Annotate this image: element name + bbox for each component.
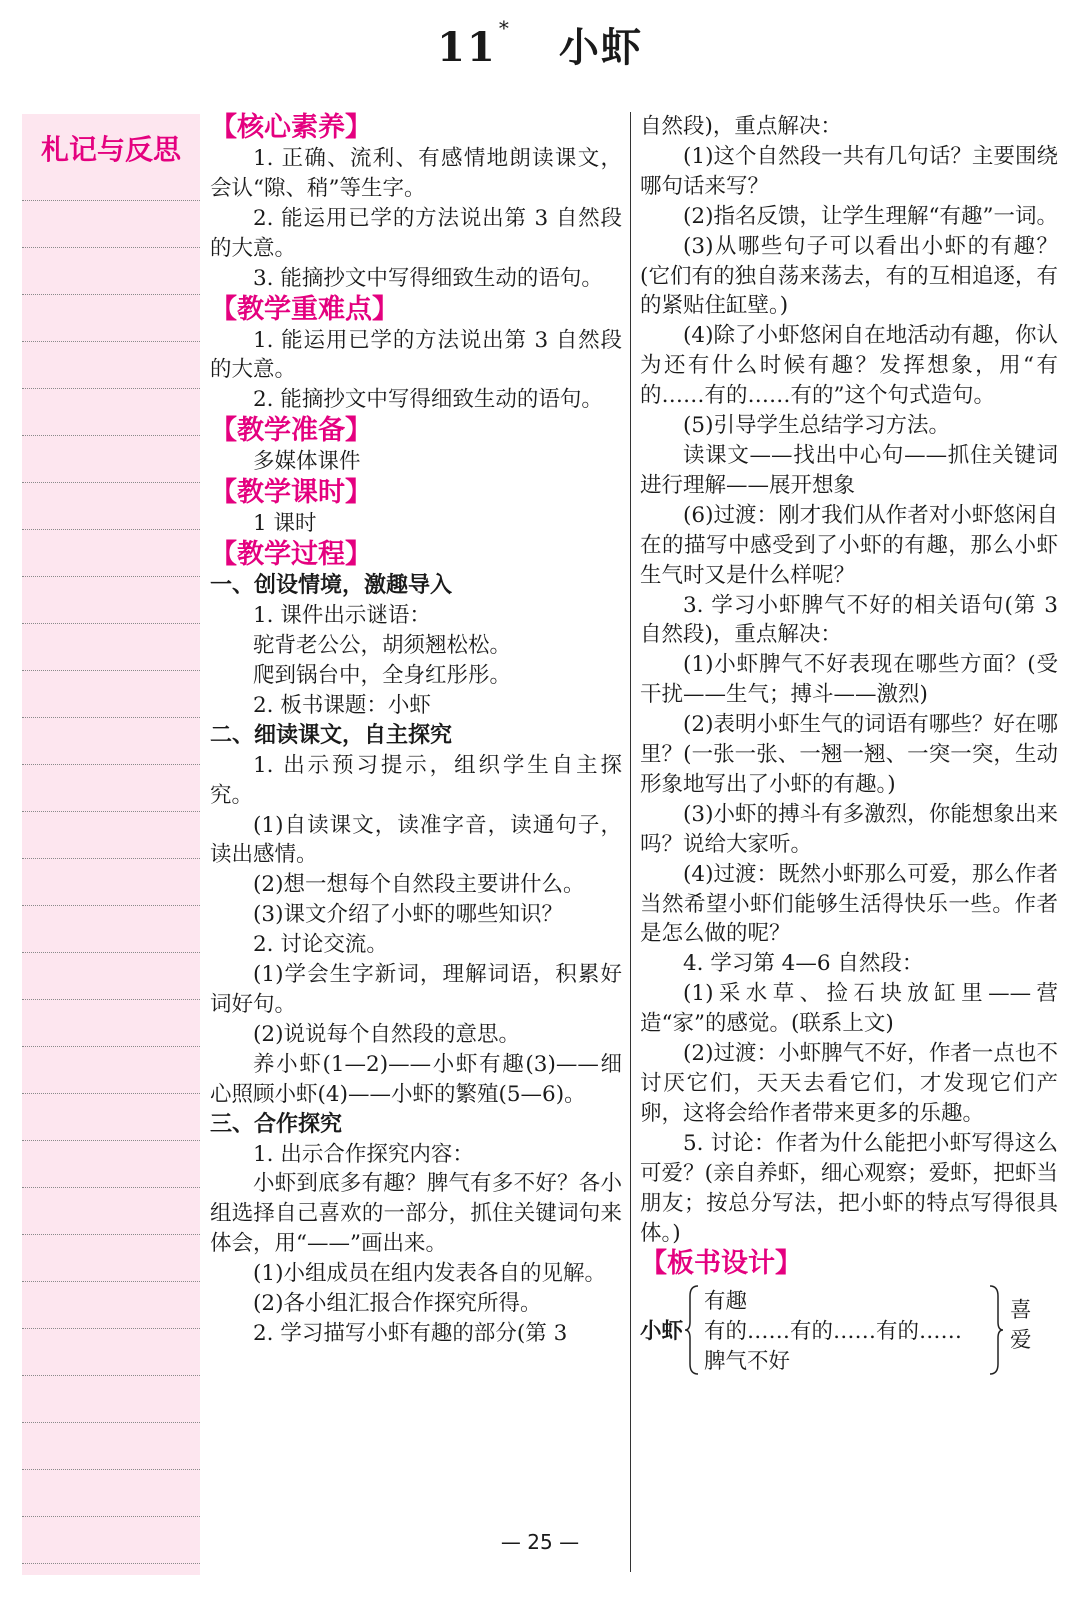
step-item: 1. 出示合作探究内容： — [253, 1141, 474, 1167]
sub-item: (1)小组成员在组内发表各自的见解。 — [253, 1261, 606, 1287]
paragraph: (1)采水草、捡石块放缸里——营造“家”的感觉。(联系上文) — [640, 981, 1058, 1037]
note-rule-line — [22, 1093, 200, 1094]
column-divider — [630, 112, 631, 1572]
note-rule-line — [22, 1140, 200, 1141]
left-column — [210, 112, 622, 1349]
section-heading-prep: 【教学准备】 — [210, 415, 372, 447]
sub-item: 小虾到底多有趣？脾气有多不好？各小组选择自己喜欢的一部分，抓住关键词句来体会，用“——”画出来。 — [210, 1171, 622, 1257]
paragraph: 自然段)，重点解决： — [640, 114, 842, 139]
lesson-number: 11 — [437, 24, 497, 71]
sub-item: 养小虾(1—2)——小虾有趣(3)——细心照顾小虾(4)——小虾的繁殖(5—6)。 — [210, 1051, 622, 1107]
key-item: 1. 能运用已学的方法说出第 3 自然段的大意。 — [210, 327, 622, 383]
note-rule-line — [22, 1328, 200, 1329]
paragraph: 4. 学习第 4—6 自然段： — [683, 951, 924, 977]
step-heading: 一、创设情境，激趣导入 — [210, 573, 453, 599]
note-rule-line — [22, 529, 200, 530]
core-item: 2. 能运用已学的方法说出第 3 自然段的大意。 — [210, 205, 622, 261]
note-rule-line — [22, 764, 200, 765]
riddle-line: 爬到锅台中，全身红彤彤。 — [253, 662, 512, 688]
paragraph: (3)从哪些句子可以看出小虾的有趣？(它们有的独自荡来荡去，有的互相追逐，有的紧贴住缸壁。) — [640, 233, 1058, 319]
note-rule-line — [22, 482, 200, 483]
section-heading-core: 【核心素养】 — [210, 112, 372, 143]
sub-item: (1)学会生字新词，理解词语，积累好词好句。 — [210, 962, 622, 1017]
paragraph: (4)除了小虾悠闲自在地活动有趣，你认为还有什么时候有趣？发挥想象，用“有的……有的……有的”这个句式造句。 — [640, 323, 1058, 409]
paragraph: 3. 学习小虾脾气不好的相关语句(第 3 自然段)，重点解决： — [640, 592, 1058, 648]
board-topic: 小虾 — [640, 1319, 684, 1345]
note-rule-line — [22, 1234, 200, 1235]
note-rule-line — [22, 1046, 200, 1047]
paragraph: 5. 讨论：作者为什么能把小虾写得这么可爱？(亲自养虾，细心观察；爱虾，把虾当朋友；按总分写法，把小虾的特点写得很具体。) — [640, 1130, 1058, 1246]
note-rule-line — [22, 858, 200, 859]
note-rule-line — [22, 435, 200, 436]
paragraph: (1)这个自然段一共有几句话？主要围绕哪句话来写？ — [640, 143, 1058, 199]
prep-text: 多媒体课件 — [253, 449, 361, 475]
paragraph: (1)小虾脾气不好表现在哪些方面？(受干扰——生气；搏斗——激烈) — [640, 652, 1058, 708]
sub-item: (2)说说每个自然段的意思。 — [253, 1021, 520, 1047]
core-item: 1. 正确、流利、有感情地朗读课文，会认“隙、稍”等生字。 — [210, 146, 622, 201]
note-rule-line — [22, 623, 200, 624]
note-rule-line — [22, 952, 200, 953]
step-item: 1. 课件出示谜语： — [253, 603, 431, 629]
sub-item: (2)想一想每个自然段主要讲什么。 — [253, 872, 585, 898]
sidebar-title: 札记与反思 — [40, 133, 181, 166]
note-rule-line — [22, 1422, 200, 1423]
notes-sidebar — [22, 114, 200, 1575]
key-item: 2. 能摘抄文中写得细致生动的语句。 — [253, 387, 603, 413]
optional-mark: * — [498, 16, 511, 40]
note-rule-line — [22, 1281, 200, 1282]
note-rule-line — [22, 1187, 200, 1188]
step-heading: 二、细读课文，自主探究 — [210, 722, 453, 748]
paragraph: (4)过渡：既然小虾那么可爱，那么作者当然希望小虾们能够生活得快乐一些。作者是怎么做的呢？ — [640, 861, 1058, 947]
board-design — [640, 1284, 1058, 1376]
sub-item: (3)课文介绍了小虾的哪些知识？ — [253, 902, 563, 928]
section-heading-hours: 【教学课时】 — [210, 477, 372, 509]
paragraph: (6)过渡：刚才我们从作者对小虾悠闲自在的描写中感受到了小虾的有趣，那么小虾生气时又是什么样呢？ — [640, 502, 1058, 588]
note-rule-line — [22, 1469, 200, 1470]
sub-item: (2)各小组汇报合作探究所得。 — [253, 1291, 542, 1317]
paragraph: (2)表明小虾生气的词语有哪些？好在哪里？(一张一张、一翘一翘、一突一突，生动形象地写出了小虾的有趣。) — [640, 712, 1058, 797]
note-rule-line — [22, 717, 200, 718]
step-item: 1. 出示预习提示，组织学生自主探究。 — [210, 752, 622, 808]
note-rule-line — [22, 1563, 200, 1564]
note-rule-line — [22, 576, 200, 577]
note-rule-line — [22, 811, 200, 812]
section-heading-board: 【板书设计】 — [640, 1248, 802, 1280]
lesson-title — [0, 16, 1080, 73]
paragraph: (2)过渡：小虾脾气不好，作者一点也不讨厌它们，天天去看它们，才发现它们产卵，这将会给作者带来更多的乐趣。 — [640, 1041, 1058, 1126]
note-rule-line — [22, 1516, 200, 1517]
step-item: 2. 学习描写小虾有趣的部分(第 3 — [253, 1321, 568, 1346]
note-rule-line — [22, 670, 200, 671]
right-brace-icon — [988, 1284, 1004, 1376]
section-heading-key: 【教学重难点】 — [210, 293, 399, 325]
board-row: 有趣 — [704, 1289, 748, 1315]
paragraph: (2)指名反馈，让学生理解“有趣”一词。 — [683, 203, 1058, 229]
note-rule-line — [22, 200, 200, 201]
board-conclusion: 喜爱 — [1010, 1298, 1032, 1354]
page-number: — 25 — — [500, 1530, 580, 1554]
section-heading-process: 【教学过程】 — [210, 539, 372, 571]
hours-text: 1 课时 — [253, 511, 317, 537]
sub-item: (1)自读课文，读准字音，读通句子，读出感情。 — [210, 812, 622, 868]
core-item: 3. 能摘抄文中写得细致生动的语句。 — [253, 265, 603, 291]
lesson-name: 小虾 — [558, 24, 643, 71]
right-column — [640, 112, 1058, 1376]
note-rule-line — [22, 247, 200, 248]
board-row: 脾气不好 — [704, 1349, 791, 1375]
step-item: 2. 讨论交流。 — [253, 932, 388, 958]
paragraph: (5)引导学生总结学习方法。 — [683, 413, 950, 439]
left-brace-icon — [684, 1284, 700, 1376]
note-rule-line — [22, 999, 200, 1000]
note-rule-line — [22, 294, 200, 295]
note-rule-line — [22, 388, 200, 389]
riddle-line: 驼背老公公，胡须翘松松。 — [253, 632, 512, 658]
note-rule-line — [22, 1375, 200, 1376]
step-item: 2. 板书课题：小虾 — [253, 692, 431, 718]
note-rule-line — [22, 905, 200, 906]
paragraph: (3)小虾的搏斗有多激烈，你能想象出来吗？说给大家听。 — [640, 801, 1058, 857]
note-rule-line — [22, 341, 200, 342]
step-heading: 三、合作探究 — [210, 1111, 343, 1137]
board-row: 有的……有的……有的…… — [704, 1319, 963, 1345]
paragraph: 读课文——找出中心句——抓住关键词进行理解——展开想象 — [640, 442, 1058, 498]
